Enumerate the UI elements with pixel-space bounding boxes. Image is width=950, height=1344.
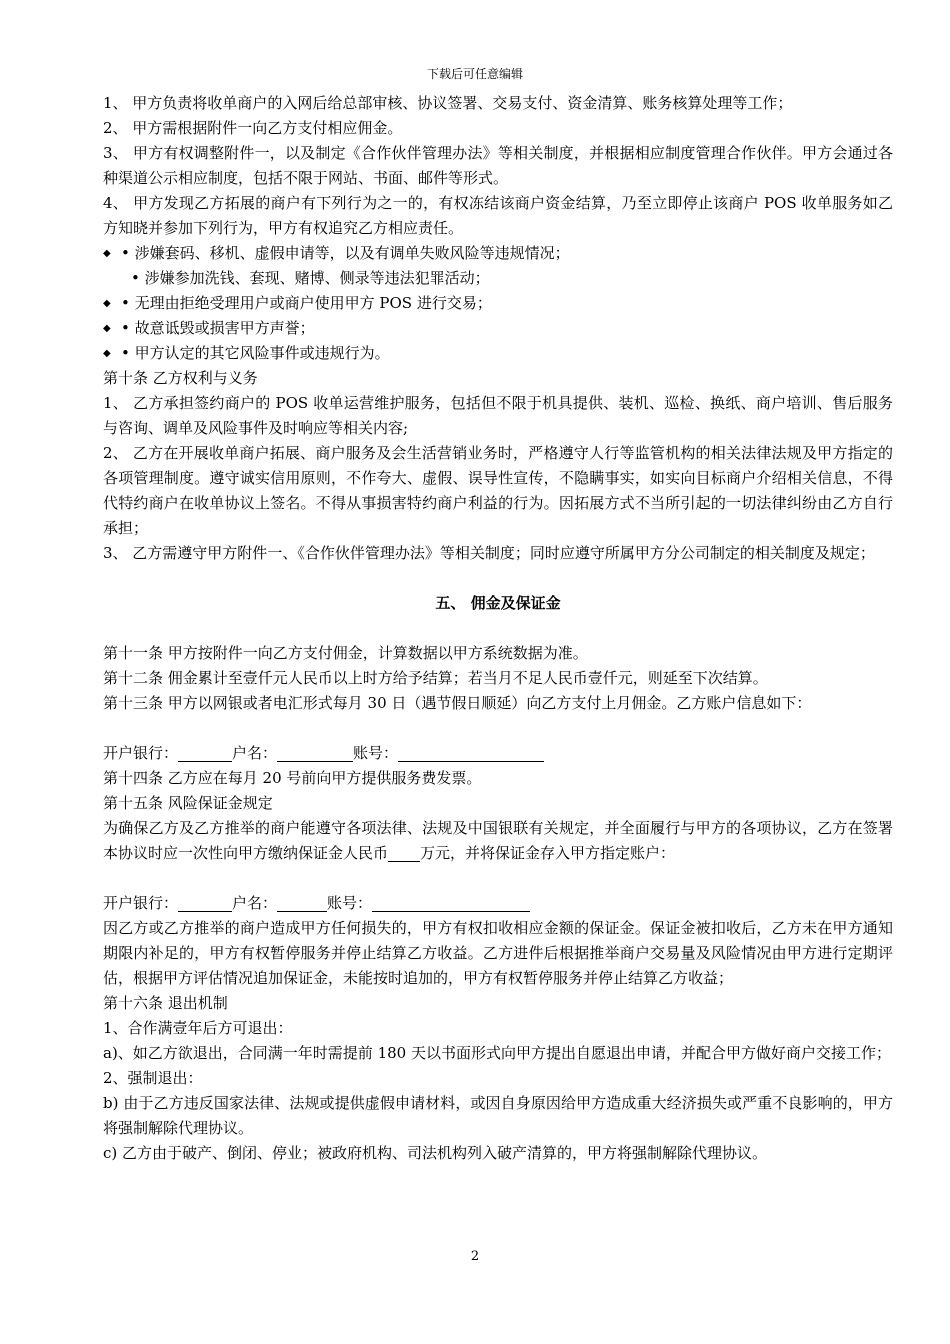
article-11: 第十一条 甲方按附件一向乙方支付佣金，计算数据以甲方系统数据为准。 xyxy=(103,644,588,662)
article-13: 第十三条 甲方以网银或者电汇形式每月 30 日（遇节假日顺延）向乙方支付上月佣金。乙方账户信息如下： xyxy=(103,694,812,712)
article-10-heading: 第十条 乙方权利与义务 xyxy=(103,369,258,387)
account-number-blank[interactable] xyxy=(372,893,530,912)
article-12: 第十二条 佣金累计至壹仟元人民币以上时方给予结算；若当月不足人民币壹仟元，则延至下次结算。 xyxy=(103,669,768,687)
account-info-line-2: 开户银行： 户名： 账号： xyxy=(103,891,893,916)
clause-16-2b: b) 由于乙方违反国家法律、法规或提供虚假申请材料，或因自身原因给甲方造成重大经济损失或严重不良影响的，甲方将强制解除代理协议。 xyxy=(103,1094,893,1137)
article-15-heading: 第十五条 风险保证金规定 xyxy=(103,794,273,812)
bank-blank[interactable] xyxy=(178,743,232,762)
account-info-line-1: 开户银行： 户名： 账号： xyxy=(103,741,893,766)
spacer xyxy=(103,616,893,641)
clause-15-loss: 因乙方或乙方推举的商户造成甲方任何损失的，甲方有权扣收相应金额的保证金。保证金被扣收后，乙方未在甲方通知期限内补足的，甲方有权暂停服务并停止结算乙方收益。乙方进件后根据推举商户交易量及风险情况由甲方进行定期评估，根据甲方评估情况追加保证金，未能按时追加的，甲方有权暂停服务并停止结算乙方收益； xyxy=(103,919,893,987)
clause-15-deposit: 为确保乙方及乙方推举的商户能遵守各项法律、法规及中国银联有关规定，并全面履行与甲方的各项协议，乙方在签署本协议时应一次性向甲方缴纳保证金人民币 万元，并将保证金存入甲方指定账户： xyxy=(103,819,893,862)
clause-10-2: 2、 乙方在开展收单商户拓展、商户服务及会生活营销业务时，严格遵守人行等监管机构的相关法律法规及甲方指定的各项管理制度。遵守诚实信用原则，不作夸大、虚假、误导性宣传，不隐瞒事实，如实向目标商户介绍相关信息，不得代特约商户在收单协议上签名。不得从事损害特约商户利益的行为。因拓展方式不当所引起的一切法律纠纷由乙方自行承担； xyxy=(103,444,893,537)
clause-16-1a: a)、如乙方欲退出，合同满一年时需提前 180 天以书面形式向甲方提出自愿退出申请，并配合甲方做好商户交接工作； xyxy=(103,1044,891,1062)
bullet-item: ◆ • 无理由拒绝受理用户或商户使用甲方 POS 进行交易； xyxy=(103,291,893,316)
clause-16-1: 1、合作满壹年后方可退出： xyxy=(103,1019,293,1037)
spacer xyxy=(103,566,893,591)
bullet-item: ◆ • 故意诋毁或损害甲方声誉； xyxy=(103,316,893,341)
bullet-item: • 涉嫌参加洗钱、套现、赌博、侧录等违法犯罪活动； xyxy=(131,269,490,287)
clause-3: 3、 甲方有权调整附件一，以及制定《合作伙伴管理办法》等相关制度，并根据相应制度管理合作伙伴。甲方会通过各种渠道公示相应制度，包括不限于网站、书面、邮件等形式。 xyxy=(103,144,893,187)
diamond-icon: ◆ xyxy=(103,248,111,259)
spacer xyxy=(103,716,893,741)
name-blank[interactable] xyxy=(277,743,353,762)
bank-blank[interactable] xyxy=(178,893,232,912)
bullet-item: ◆ • 涉嫌套码、移机、虚假申请等，以及有调单失败风险等违规情况； xyxy=(103,241,893,266)
diamond-icon: ◆ xyxy=(103,348,111,359)
page-number: 2 xyxy=(470,1249,480,1264)
article-14: 第十四条 乙方应在每月 20 号前向甲方提供服务费发票。 xyxy=(103,769,482,787)
clause-2: 2、 甲方需根据附件一向乙方支付相应佣金。 xyxy=(103,119,403,137)
document-body xyxy=(103,91,893,1166)
clause-1: 1、 甲方负责将收单商户的入网后给总部审核、协议签署、交易支付、资金清算、账务核算处理等工作； xyxy=(103,94,793,112)
clause-4: 4、 甲方发现乙方拓展的商户有下列行为之一的，有权冻结该商户资金结算，乃至立即停止该商户 POS 收单服务如乙方知晓并参加下列行为，甲方有权追究乙方相应责任。 xyxy=(103,194,893,237)
article-16-heading: 第十六条 退出机制 xyxy=(103,994,228,1012)
clause-10-3: 3、 乙方需遵守甲方附件一、《合作伙伴管理办法》等相关制度；同时应遵守所属甲方分公司制定的相关制度及规定； xyxy=(103,544,875,562)
section-title: 五、 佣金及保证金 xyxy=(435,594,561,612)
account-number-blank[interactable] xyxy=(398,743,544,762)
diamond-icon: ◆ xyxy=(103,298,111,309)
clause-16-2: 2、强制退出： xyxy=(103,1069,203,1087)
page-header: 下载后可任意编辑 xyxy=(426,67,523,81)
clause-16-2c: c) 乙方由于破产、倒闭、停业；被政府机构、司法机构列入破产清算的，甲方将强制解除代理协议。 xyxy=(103,1144,768,1162)
clause-10-1: 1、 乙方承担签约商户的 POS 收单运营维护服务，包括但不限于机具提供、装机、巡检、换纸、商户培训、售后服务与咨询、调单及风险事件及时响应等相关内容; xyxy=(103,394,893,437)
bullet-item: ◆ • 甲方认定的其它风险事件或违规行为。 xyxy=(103,341,893,366)
spacer xyxy=(103,866,893,891)
name-blank[interactable] xyxy=(277,893,327,912)
diamond-icon: ◆ xyxy=(103,323,111,334)
deposit-amount-blank[interactable] xyxy=(388,843,420,862)
